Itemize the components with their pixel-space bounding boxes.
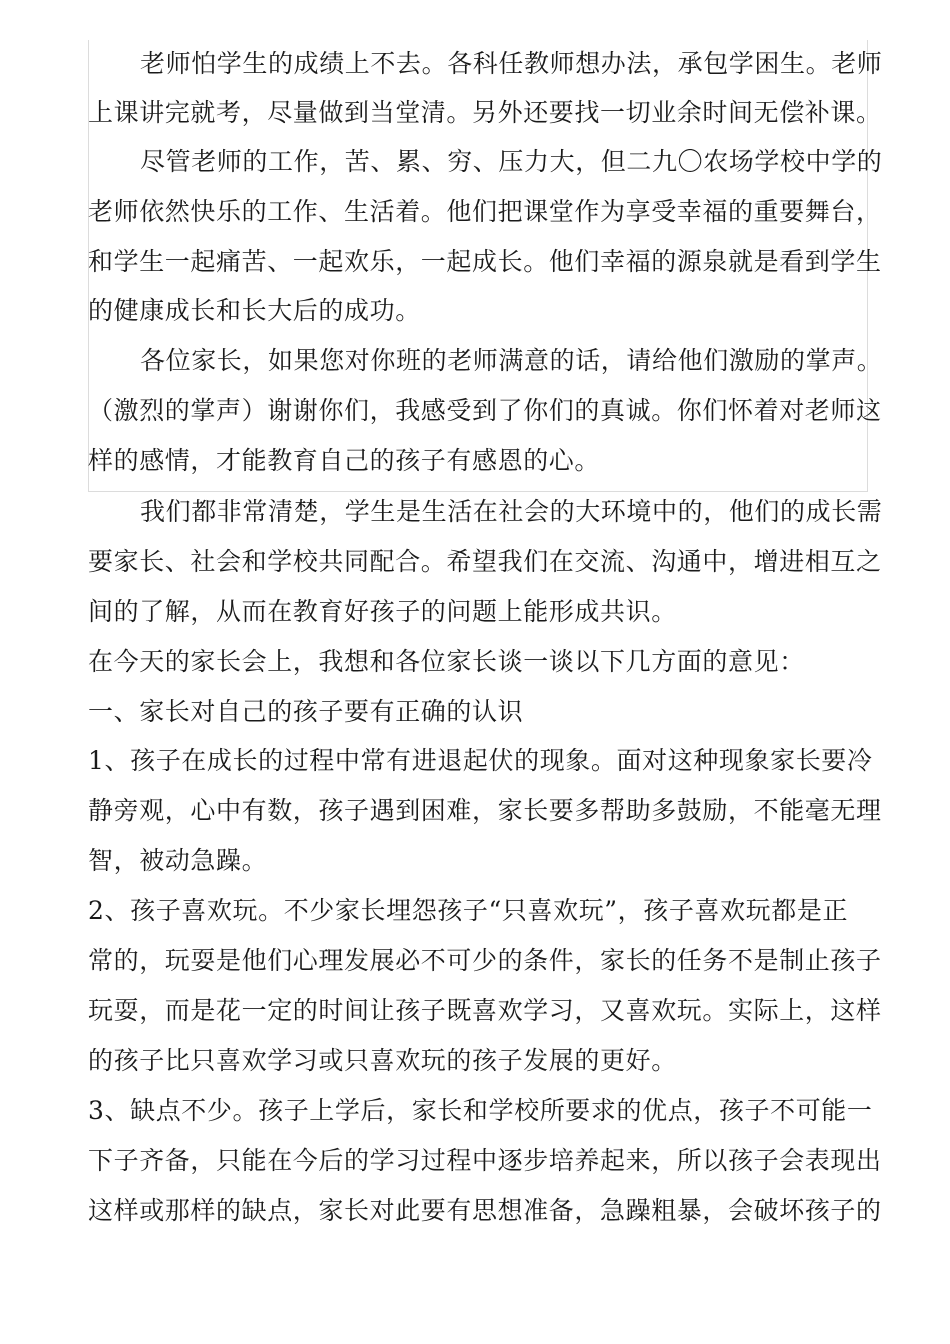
text-line: 下子齐备，只能在今后的学习过程中逐步培养起来，所以孩子会表现出 — [88, 1146, 882, 1175]
text-line: 上课讲完就考，尽量做到当堂清。另外还要找一切业余时间无偿补课。 — [88, 98, 882, 127]
text-line: 各位家长，如果您对你班的老师满意的话，请给他们激励的掌声。 — [140, 346, 883, 375]
text-line: 的孩子比只喜欢学习或只喜欢玩的孩子发展的更好。 — [88, 1046, 677, 1075]
text-line: 的健康成长和长大后的成功。 — [88, 296, 421, 325]
section-heading: 一、家长对自己的孩子要有正确的认识 — [88, 697, 524, 726]
list-item: 1、孩子在成长的过程中常有进退起伏的现象。面对这种现象家长要冷 — [88, 746, 873, 775]
text-line: 常的，玩耍是他们心理发展必不可少的条件，家长的任务不是制止孩子 — [88, 946, 882, 975]
text-line: 老师依然快乐的工作、生活着。他们把课堂作为享受幸福的重要舞台， — [88, 197, 882, 226]
text-line: 这样或那样的缺点，家长对此要有思想准备，急躁粗暴，会破坏孩子的 — [88, 1196, 882, 1225]
text-line: 智，被动急躁。 — [88, 846, 268, 875]
text-line: 样的感情，才能教育自己的孩子有感恩的心。 — [88, 446, 601, 475]
list-item: 3、缺点不少。孩子上学后，家长和学校所要求的优点，孩子不可能一 — [88, 1096, 873, 1125]
text-line: 间的了解，从而在教育好孩子的问题上能形成共识。 — [88, 597, 677, 626]
list-item: 2、孩子喜欢玩。不少家长埋怨孩子“只喜欢玩”，孩子喜欢玩都是正 — [88, 896, 849, 925]
text-line: （激烈的掌声）谢谢你们，我感受到了你们的真诚。你们怀着对老师这 — [88, 396, 882, 425]
text-line: 静旁观，心中有数，孩子遇到困难，家长要多帮助多鼓励，不能毫无理 — [88, 796, 882, 825]
text-line: 玩耍，而是花一定的时间让孩子既喜欢学习，又喜欢玩。实际上，这样 — [88, 996, 882, 1025]
text-line: 和学生一起痛苦、一起欢乐，一起成长。他们幸福的源泉就是看到学生 — [88, 247, 882, 276]
text-line: 要家长、社会和学校共同配合。希望我们在交流、沟通中，增进相互之 — [88, 547, 882, 576]
text-line: 尽管老师的工作，苦、累、穷、压力大，但二九〇农场学校中学的 — [140, 147, 883, 176]
text-line: 老师怕学生的成绩上不去。各科任教师想办法，承包学困生。老师 — [140, 49, 883, 78]
text-line: 我们都非常清楚，学生是生活在社会的大环境中的，他们的成长需 — [140, 497, 883, 526]
text-line: 在今天的家长会上，我想和各位家长谈一谈以下几方面的意见： — [88, 647, 805, 676]
